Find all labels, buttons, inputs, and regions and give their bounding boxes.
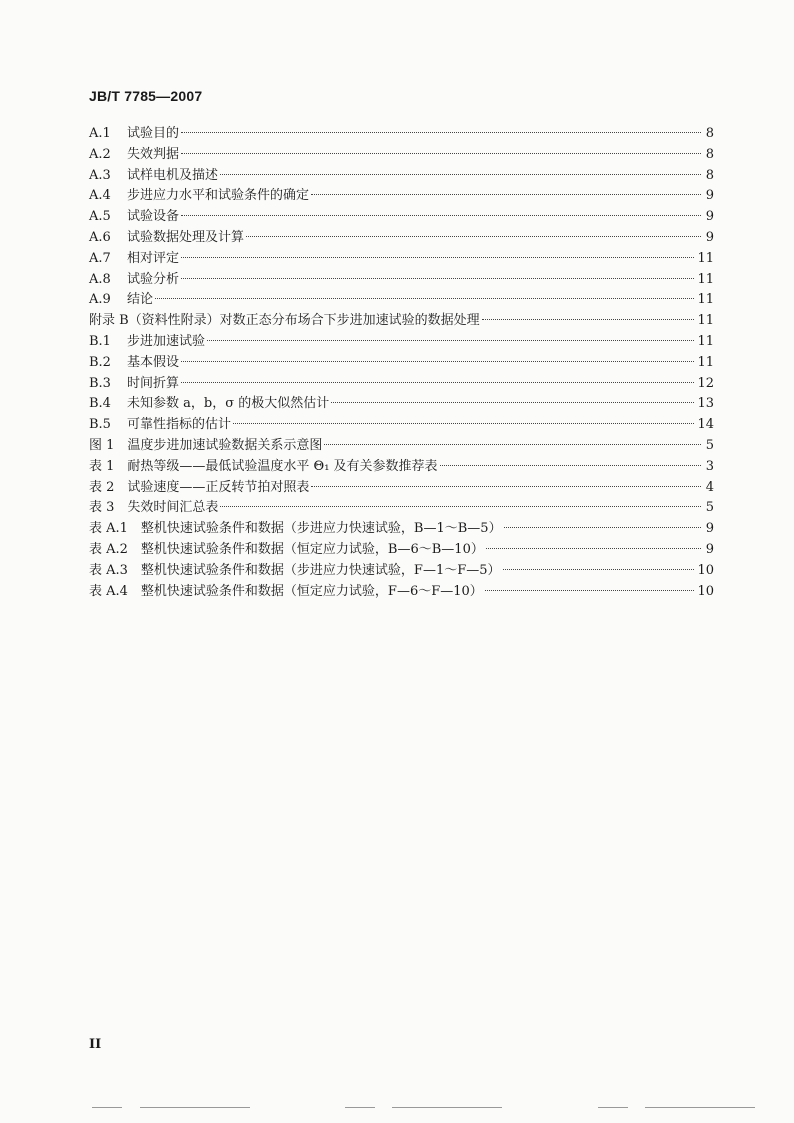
dot-leader [324, 444, 701, 445]
toc-entry-page: 9 [705, 188, 714, 204]
toc-entry-title: 表 A.4 整机快速试验条件和数据（恒定应力试验，F—6～F—10） [89, 583, 483, 599]
dot-leader [220, 174, 701, 175]
toc-entry-page: 11 [697, 250, 714, 266]
toc-entry[interactable] [89, 124, 714, 145]
dot-leader [486, 548, 701, 549]
toc-entry-page: 11 [697, 313, 714, 329]
dot-leader [181, 257, 694, 258]
toc-entry[interactable] [89, 457, 714, 478]
toc-entry-number: B.1 [89, 333, 111, 349]
toc-entry-label [89, 270, 179, 291]
toc-entry-label [89, 228, 244, 249]
toc-entry-page: 11 [697, 333, 714, 349]
toc-entry-title: 表 A.1 整机快速试验条件和数据（步进应力快速试验，B—1～B—5） [89, 521, 502, 537]
toc-entry-title: 时间折算 [127, 375, 180, 391]
toc-entry-page: 9 [705, 521, 714, 537]
toc-entry-page: 3 [705, 458, 714, 474]
dot-leader [504, 527, 701, 528]
toc-entry-label [89, 394, 329, 415]
toc-entry-number: A.1 [89, 126, 111, 141]
toc-entry-label [89, 498, 218, 519]
dot-leader [331, 402, 694, 403]
toc-entry[interactable] [89, 498, 714, 519]
toc-entry-label [89, 332, 205, 353]
toc-entry[interactable] [89, 561, 714, 582]
toc-entry-label [89, 415, 231, 436]
toc-entry-title: 试验数据处理及计算 [127, 229, 245, 245]
toc-entry-page: 8 [705, 146, 714, 162]
toc-entry-title: 试验分析 [127, 271, 180, 287]
toc-entry[interactable] [89, 415, 714, 436]
toc-entry-number: A.9 [89, 292, 111, 308]
dot-leader [181, 278, 694, 279]
toc-entry-page: 9 [705, 229, 714, 245]
document-id: JB/T 7785—2007 [89, 88, 203, 104]
dot-leader [181, 361, 694, 362]
toc-entry-title: 图 1 温度步进加速试验数据关系示意图 [89, 437, 323, 453]
toc-entry-title: 表 A.2 整机快速试验条件和数据（恒定应力试验，B—6～B—10） [89, 541, 484, 557]
toc-entry-title: 结论 [127, 292, 154, 308]
toc-entry[interactable] [89, 353, 714, 374]
toc-entry[interactable] [89, 186, 714, 207]
toc-entry[interactable] [89, 540, 714, 561]
dot-leader [246, 236, 701, 237]
toc-entry-label [89, 457, 438, 478]
toc-entry-label [89, 374, 179, 395]
toc-entry-label [89, 478, 309, 499]
dot-leader [181, 382, 694, 383]
toc-entry[interactable] [89, 290, 714, 311]
toc-entry-title: 表 3 失效时间汇总表 [89, 500, 219, 516]
toc-entry[interactable] [89, 166, 714, 187]
toc-entry-page: 12 [697, 375, 714, 391]
dot-leader [311, 486, 701, 487]
toc-entry[interactable] [89, 478, 714, 499]
toc-entry[interactable] [89, 270, 714, 291]
toc-entry-label [89, 582, 483, 603]
toc-entry-label [89, 145, 179, 166]
table-of-contents [89, 124, 714, 602]
toc-entry-title: 基本假设 [127, 354, 180, 370]
toc-entry-number: B.5 [89, 417, 111, 433]
toc-entry-title: 表 1 耐热等级——最低试验温度水平 Θ₁ 及有关参数推荐表 [89, 458, 438, 474]
toc-entry-number: A.7 [89, 250, 111, 266]
dot-leader [485, 590, 695, 591]
toc-entry-label [89, 207, 179, 228]
dot-leader [181, 153, 701, 154]
toc-entry-label [89, 124, 179, 145]
toc-entry-title: 未知参数 a，b，σ 的极大似然估计 [127, 396, 330, 412]
toc-entry-page: 14 [697, 417, 714, 433]
toc-entry-page: 8 [705, 126, 714, 141]
toc-entry[interactable] [89, 374, 714, 395]
toc-entry[interactable] [89, 207, 714, 228]
toc-entry-title: 失效判据 [127, 146, 180, 162]
toc-entry[interactable] [89, 311, 714, 332]
toc-entry[interactable] [89, 145, 714, 166]
toc-entry-title: 试验设备 [127, 209, 180, 225]
toc-entry-page: 4 [705, 479, 714, 495]
toc-entry[interactable] [89, 332, 714, 353]
toc-entry-page: 10 [697, 562, 714, 578]
toc-entry[interactable] [89, 228, 714, 249]
toc-entry-label [89, 540, 484, 561]
toc-entry-label [89, 519, 502, 540]
toc-entry-label [89, 186, 309, 207]
toc-entry[interactable] [89, 394, 714, 415]
toc-entry[interactable] [89, 582, 714, 603]
dot-leader [155, 298, 694, 299]
toc-entry-title: 表 A.3 整机快速试验条件和数据（步进应力快速试验，F—1～F—5） [89, 562, 501, 578]
toc-entry-page: 9 [705, 209, 714, 225]
toc-entry-number: B.3 [89, 375, 111, 391]
toc-entry[interactable] [89, 436, 714, 457]
dot-leader [482, 319, 695, 320]
toc-entry-title: 附录 B（资料性附录）对数正态分布场合下步进加速试验的数据处理 [89, 313, 480, 329]
toc-entry-label [89, 290, 153, 311]
toc-entry-label [89, 353, 179, 374]
scan-artifacts [0, 1107, 794, 1115]
toc-entry-title: 试验目的 [127, 126, 180, 141]
toc-entry-page: 5 [705, 500, 714, 516]
toc-entry-title: 步进加速试验 [127, 333, 206, 349]
toc-entry-number: A.4 [89, 188, 111, 204]
dot-leader [440, 465, 701, 466]
toc-entry-number: A.2 [89, 146, 111, 162]
toc-entry[interactable] [89, 519, 714, 540]
toc-entry-label [89, 561, 501, 582]
dot-leader [181, 215, 701, 216]
toc-entry[interactable] [89, 249, 714, 270]
dot-leader [311, 194, 701, 195]
toc-entry-number: A.8 [89, 271, 111, 287]
toc-entry-label [89, 166, 218, 187]
toc-entry-page: 9 [705, 541, 714, 557]
dot-leader [233, 423, 694, 424]
toc-entry-number: A.5 [89, 209, 111, 225]
dot-leader [207, 340, 694, 341]
page-number: II [89, 1037, 102, 1052]
toc-entry-page: 11 [697, 292, 714, 308]
toc-entry-title: 可靠性指标的估计 [127, 417, 232, 433]
toc-entry-title: 表 2 试验速度——正反转节拍对照表 [89, 479, 310, 495]
toc-entry-number: B.4 [89, 396, 111, 412]
dot-leader [220, 506, 701, 507]
toc-entry-page: 5 [705, 437, 714, 453]
toc-entry-title: 步进应力水平和试验条件的确定 [127, 188, 310, 204]
toc-entry-number: B.2 [89, 354, 111, 370]
toc-entry-page: 13 [697, 396, 714, 412]
toc-entry-number: A.3 [89, 167, 111, 183]
toc-entry-label [89, 249, 179, 270]
toc-entry-title: 试样电机及描述 [127, 167, 219, 183]
toc-entry-title: 相对评定 [127, 250, 180, 266]
toc-entry-label [89, 311, 480, 332]
dot-leader [503, 569, 695, 570]
toc-entry-page: 10 [697, 583, 714, 599]
toc-entry-page: 8 [705, 167, 714, 183]
toc-entry-number: A.6 [89, 229, 111, 245]
toc-entry-label [89, 436, 322, 457]
toc-entry-page: 11 [697, 354, 714, 370]
toc-entry-page: 11 [697, 271, 714, 287]
dot-leader [181, 132, 701, 133]
